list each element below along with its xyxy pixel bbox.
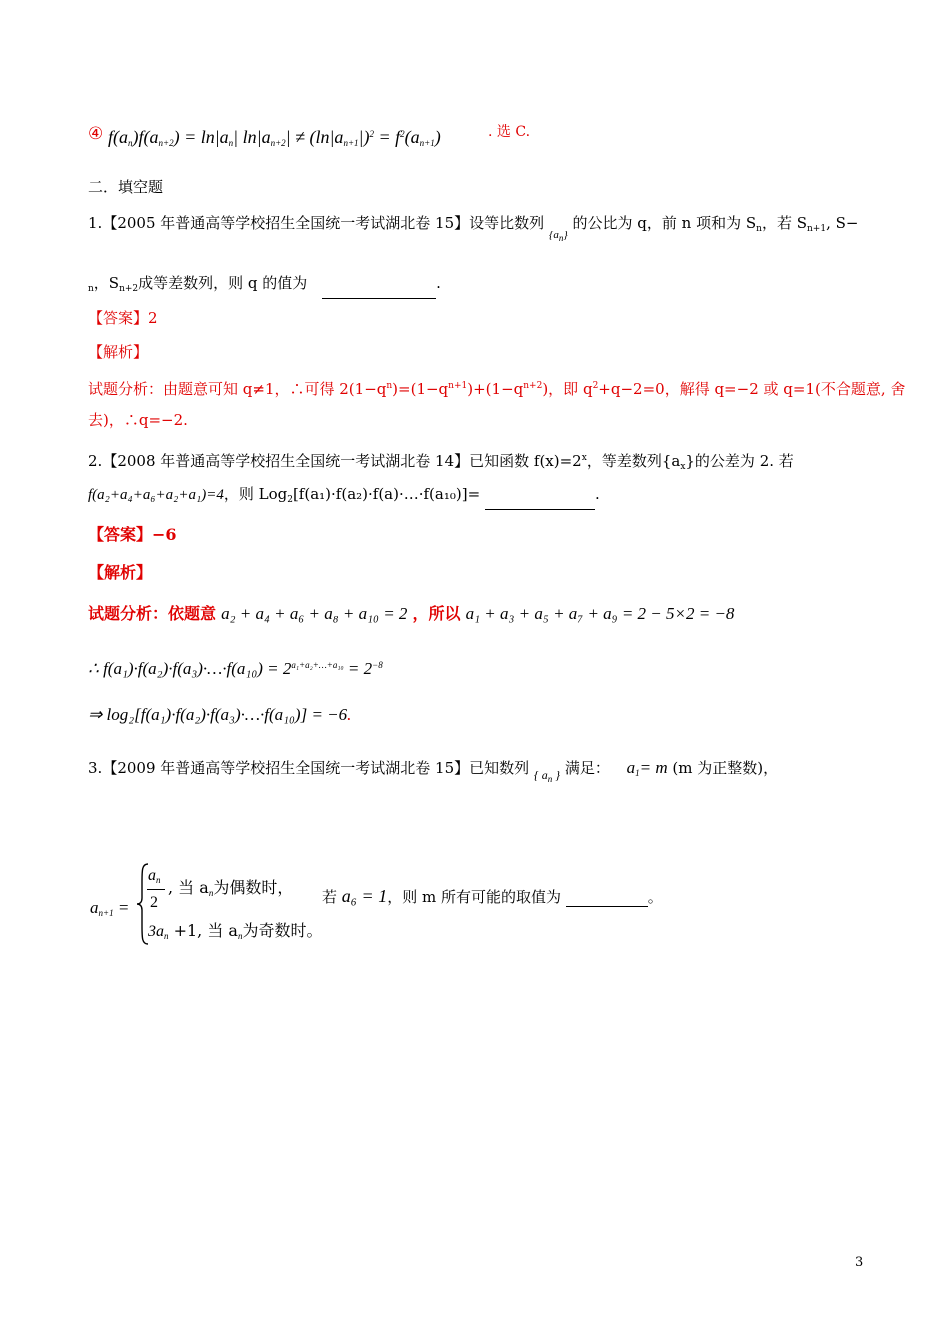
q2-analysis-exp2: −8: [372, 660, 383, 670]
q3-lhs: $a_{n+1}$ =: [90, 898, 130, 918]
q3-seq-symbol: { an }: [533, 768, 561, 784]
q2-analysis-log: ⇒ log₂[f(a₁)·f(a₂)·f(a₃)·…·f(a₁₀)] = −6: [88, 705, 348, 724]
q3-text-b: 满足：: [564, 759, 610, 777]
q3-case2-3a: 3a: [148, 923, 164, 940]
q3-number: 3.: [88, 759, 103, 777]
q3-case-2-text: $3a_n +1$, 当 $a_n$为奇数时。: [148, 921, 323, 941]
q3-fraction-bar: [147, 889, 165, 890]
q2-condition: f(a₂+a₄+a₆+a₂+a₁)=4: [88, 487, 224, 503]
q2-text-c: }的公差为 2. 若: [685, 452, 794, 470]
q2-analysis-math-1: a₂ + a₄ + a₆ + a₈ + a₁₀ = 2: [221, 604, 408, 623]
q3-cond-end: 。: [647, 888, 663, 906]
q2-answer-blank: [485, 509, 595, 510]
q3-case-1-text: , 当 $a_n$为偶数时，: [168, 878, 294, 898]
q3-case2-end: 为奇数时。: [242, 921, 323, 940]
q1-analysis-e: +q−2=0，解得 q=−2 或 q=1(不合题意, 舍: [598, 380, 906, 398]
q3-case-1-numerator: $a_n$: [148, 867, 161, 885]
q1-answer-blank: [322, 298, 436, 299]
q3-cond-math: a₆ = 1: [341, 886, 388, 906]
q1-line2-text-c: 成等差数列，则 q 的值为: [138, 274, 308, 292]
q2-answer: 【答案】−6: [88, 525, 177, 544]
q3-text-a: 已知数列: [469, 759, 530, 777]
q3-text-c: (m 为正整数)，: [672, 759, 779, 777]
section-title: 二．填空题: [88, 178, 164, 196]
q2-number: 2.: [88, 452, 103, 470]
q1-analysis-a: 试题分析：由题意可知 q≠1，∴可得 2(1−q: [88, 380, 387, 398]
q3-case1-a: a: [148, 867, 156, 884]
q2-line2-end: .: [594, 485, 600, 503]
q3-line-1: [88, 758, 778, 789]
q2-analysis-line-3: [88, 705, 351, 725]
q2-line-2: f(a₂+a₄+a₆+a₂+a₁)=4，则 Log$_2$[f(a₁)·f(a₂)·f(a)·…·f(a₁₀)]= .: [88, 484, 600, 510]
q3-case2-tail: +1, 当 a: [168, 921, 238, 940]
q1-line-2: $_n$，$S_{n+2}$成等差数列，则 q 的值为 .: [88, 273, 441, 299]
q3-lhs-a: a: [90, 898, 99, 917]
item-4-number: ④: [88, 124, 104, 144]
q2-analysis-math-2: a₁ + a₃ + a₅ + a₇ + a₉ = 2 − 5×2 = −8: [465, 604, 735, 623]
q1-source: 【2005 年普通高等学校招生全国统一考试湖北卷 15】: [102, 214, 470, 232]
q3-case1-text: , 当 a: [168, 878, 209, 897]
q2-analysis-line-1: [88, 604, 734, 624]
q3-case1-tail: 为偶数时，: [213, 878, 294, 897]
q3-source: 【2009 年普通高等学校招生全国统一考试湖北卷 15】: [102, 759, 470, 777]
q3-condition: [322, 886, 663, 907]
q1-analysis-b: )=(1−q: [392, 380, 449, 398]
q2-analysis-label: 【解析】: [88, 563, 153, 582]
q1-answer: 【答案】2: [88, 309, 158, 327]
q2-analysis-exp: a₁+a₂+…+a₁₀: [291, 660, 344, 670]
q1-number: 1.: [88, 214, 103, 232]
q2-analysis-end: .: [347, 705, 352, 724]
q1-text-c: ，若 S: [761, 214, 807, 232]
q1-line2-n: n: [88, 284, 94, 294]
formula-item-4: $f(a_n)f(a_{n+2}) = \ln|a_n|$ $\ln|a_{n+2}| \ne (\ln|a_{n+1}|)^2 = f^2(a_{n+1})$: [108, 127, 441, 148]
q1-analysis-line-2: 去)，∴q=−2.: [88, 411, 188, 429]
page-number: 3: [855, 1255, 864, 1270]
q2-analysis-eq: = 2: [343, 659, 373, 678]
choice-c-label: . 选 C.: [488, 124, 531, 140]
q1-line2-text: ，S: [93, 274, 120, 292]
q2-text-b: ，等差数列{a: [586, 452, 681, 470]
q2-analysis-mid: ，所以: [412, 604, 461, 623]
q1-analysis-label: 【解析】: [88, 343, 149, 361]
q1-text-d: , S−: [826, 214, 859, 232]
q3-a1-eq-m: $a_1= m$: [626, 758, 668, 778]
q2-source: 【2008 年普通高等学校招生全国统一考试湖北卷 14】: [102, 452, 470, 470]
q1-line2-end: .: [436, 274, 441, 292]
q1-seq-symbol: {an}: [548, 229, 568, 243]
q2-analysis-product: ∴ f(a₁)·f(a₂)·f(a₃)·…·f(a₁₀) = 2: [88, 659, 292, 678]
q3-answer-blank: [566, 906, 648, 907]
q2-line-1: 2.【2008 年普通高等学校招生全国统一考试湖北卷 14】已知函数 $f(x)=2^x$，等差数列$\{a_x\}$的公差为 2. 若: [88, 452, 794, 472]
q2-text-a: 已知函数 f(x)=2: [469, 452, 582, 470]
q1-line-1: 1.【2005 年普通高等学校招生全国统一考试湖北卷 15】设等比数列 $_{\{a_n\}}$ 的公比为 q，前 n 项和为 $S_n$，若 $S_{n+1}$, S−: [88, 214, 859, 243]
q3-case-1-denominator: 2: [150, 894, 158, 911]
q2-product: [f(a₁)·f(a₂)·f(a)·…·f(a₁₀)]=: [292, 485, 481, 503]
q2-log-text: ，则 Log: [223, 485, 288, 503]
q3-cond-text: ，则 m 所有可能的取值为: [387, 888, 561, 906]
q1-analysis-line-1: 试题分析：由题意可知 q≠1，∴可得 $2(1-q^n)=(1-q^{n+1})+(1-q^{n+2})$，即 $q^2+q-2=0$，解得 q=−2 或 q=1(不合题意, 舍: [88, 380, 906, 398]
q1-text-b: 的公比为 q，前 n 项和为 S: [572, 214, 757, 232]
q2-analysis-a: 试题分析：依题意: [88, 604, 217, 623]
q1-analysis-c: )+(1−q: [467, 380, 524, 398]
q3-cond-if: 若: [322, 888, 338, 906]
q2-analysis-line-2: [88, 655, 383, 679]
q3-lhs-sub: n+1: [98, 908, 114, 918]
q1-text-a: 设等比数列: [469, 214, 545, 232]
q1-analysis-d: )，即 q: [542, 380, 593, 398]
